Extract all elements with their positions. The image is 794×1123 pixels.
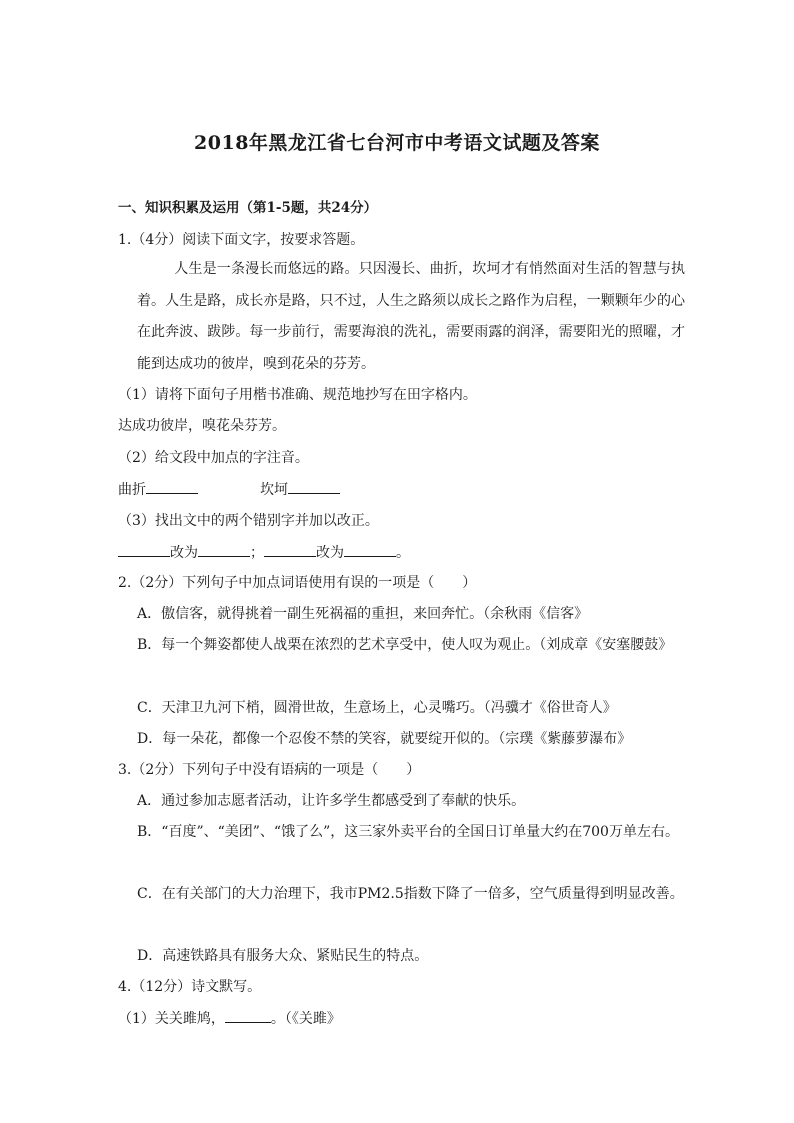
section-heading: 一、知识积累及运用（第1-5题，共24分） [118, 200, 378, 216]
q1-passage [137, 254, 685, 380]
q3-option-a: A．通过参加志愿者活动，让许多学生都感受到了奉献的快乐。 [137, 793, 526, 809]
q2-option-d: D．每一朵花，都像一个忍俊不禁的笑容，就要绽开似的。（宗璞《紫藤萝瀑布》 [137, 731, 632, 747]
change-to-label: 改为 [170, 545, 198, 561]
q1-correction-row [118, 542, 410, 563]
change-to-label: 改为 [316, 545, 344, 561]
page-title: 2018年黑龙江省七台河市中考语文试题及答案 [194, 132, 600, 154]
q1-sub1: （1）请将下面句子用楷书准确、规范地抄写在田字格内。 [118, 387, 477, 403]
q1-sub2: （2）给文段中加点的字注音。 [118, 450, 309, 466]
q4-stem: 4.（12分）诗文默写。 [118, 979, 262, 995]
period: 。 [396, 545, 410, 561]
q4-sub1 [118, 1008, 341, 1029]
q3-option-b: B．“百度”、“美团”、“饿了么”，这三家外卖平台的全国日订单量大约在700万单左右。 [137, 824, 679, 840]
q1-pinyin-row [118, 479, 340, 500]
q2-stem: 2.（2分）下列句子中加点词语使用有误的一项是（ ） [118, 575, 477, 591]
q3-option-c: C．在有关部门的大力治理下，我市PM2.5指数下降了一倍多，空气质量得到明显改善。 [137, 886, 684, 902]
q1-sub3: （3）找出文中的两个错别字并加以改正。 [118, 513, 379, 529]
q1-stem: 1.（4分）阅读下面文字，按要求答题。 [118, 232, 365, 248]
semicolon: ； [250, 545, 264, 561]
answer-blank[interactable] [118, 542, 170, 557]
q1-copy-text: 达成功彼岸，嗅花朵芬芳。 [118, 418, 286, 434]
q4-sub1-source: 。（《关雎》 [270, 1011, 341, 1027]
answer-blank[interactable] [264, 542, 316, 557]
q1-passage-text: 人生是一条漫长而悠远的路。只因漫长、曲折，坎坷才有悄然面对生活的智慧与执着。人生是路，成长亦是路，只不过，人生之路须以成长之路作为启程，一颗颗年少的心在此奔波、跋陟。每一步前行，需要海浪的洗礼，需要雨露的润泽，需要阳光的照曜，才能到达成功的彼岸，嗅到花朵的芬芳。 [137, 261, 685, 372]
answer-blank[interactable] [344, 542, 396, 557]
q3-option-d: D．高速铁路具有服务大众、紧贴民生的特点。 [137, 948, 429, 964]
answer-blank[interactable] [198, 542, 250, 557]
answer-blank[interactable] [288, 479, 340, 494]
q2-option-a: A．傲信客，就得挑着一副生死祸福的重担，来回奔忙。（余秋雨《信客》 [137, 606, 589, 622]
q4-sub1-text: （1）关关雎鸠， [118, 1011, 225, 1027]
q2-option-b: B．每一个舞姿都使人战栗在浓烈的艺术享受中，使人叹为观止。（刘成章《安塞腰鼓》 [137, 637, 673, 653]
word-qu-zhe: 曲折 [118, 482, 146, 498]
answer-blank[interactable] [146, 479, 198, 494]
q3-stem: 3.（2分）下列句子中没有语病的一项是（ ） [118, 762, 421, 778]
q2-option-c: C．天津卫九河下梢，圆滑世故，生意场上，心灵嘴巧。（冯骥才《俗世奇人》 [137, 700, 617, 716]
word-kan-ke: 坎坷 [260, 482, 288, 498]
answer-blank[interactable] [225, 1008, 271, 1023]
